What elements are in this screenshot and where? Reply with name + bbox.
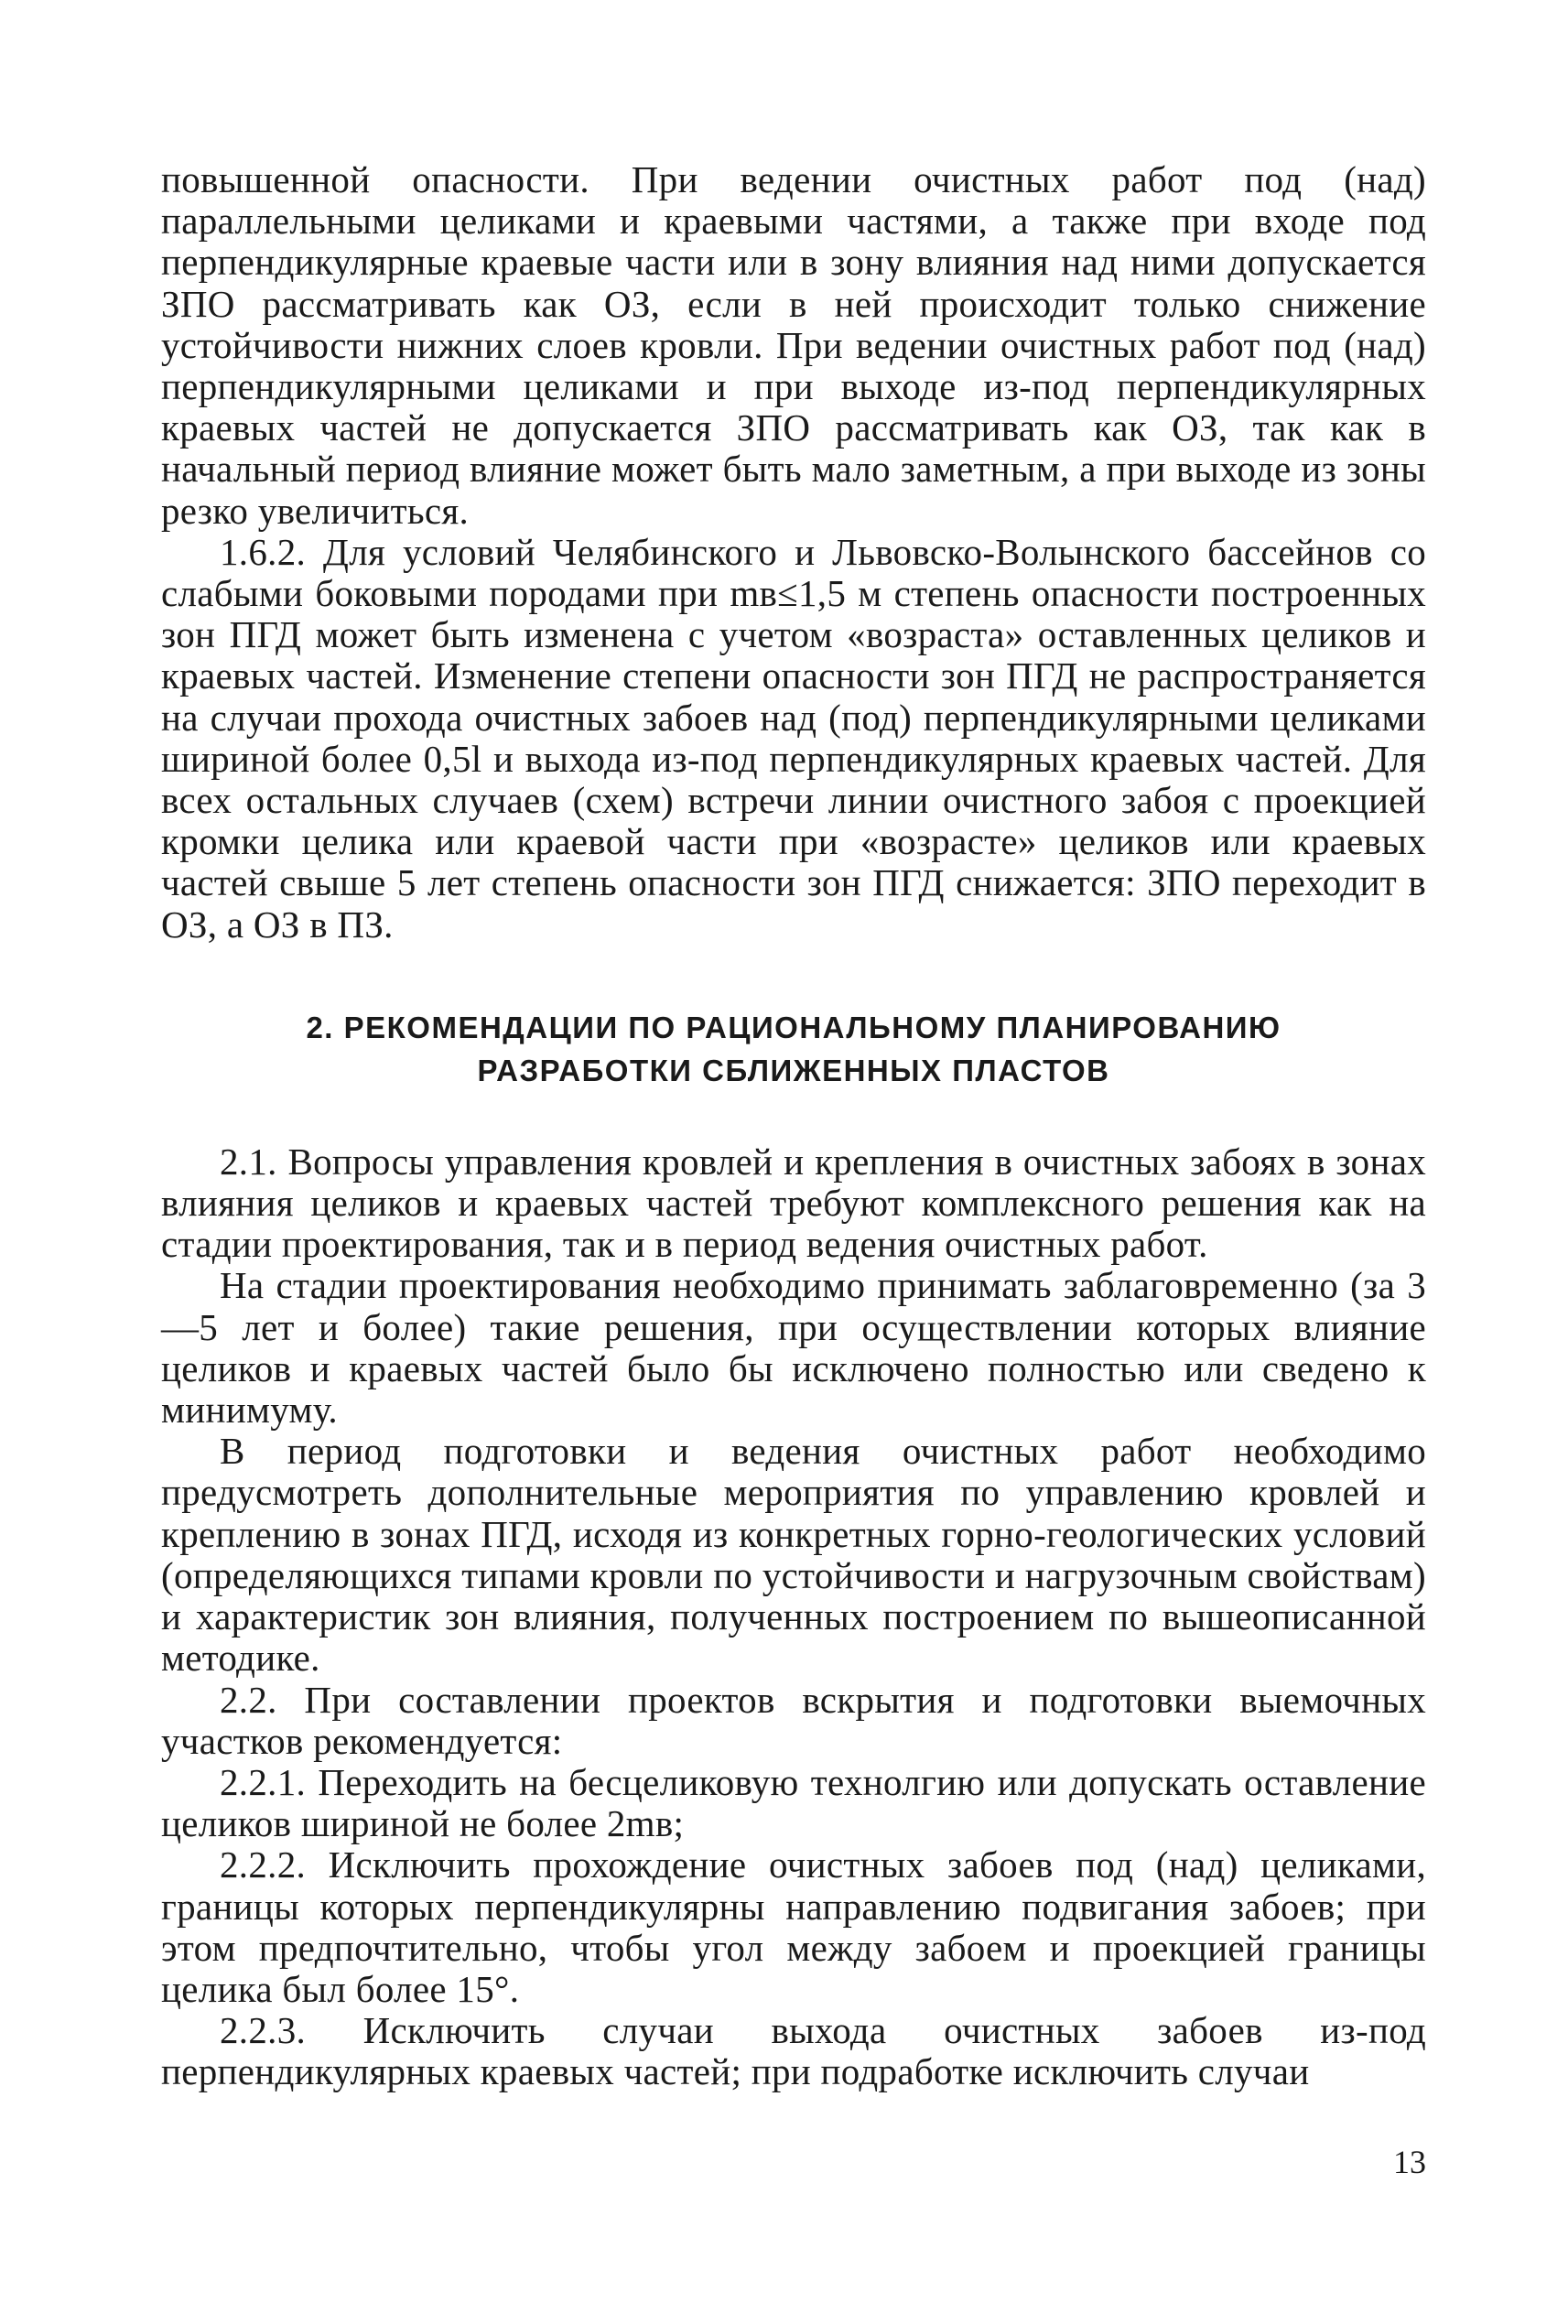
paragraph: 2.2. При составлении проектов вскрытия и подготовки выемочных участков рекомендуется: (161, 1678, 1426, 1762)
body-text (161, 159, 1426, 2093)
paragraph: 1.6.2. Для условий Челябинского и Львовско-Волынского бассейнов со слабыми боковыми породами при mв≤1,5 м степень опасности построенных зон ПГД может быть изменена с учетом «возраста» оставленных целиков и краевых частей. Изменение степени опасности зон ПГД не распространяется на случаи прохода очистных забоев над (под) перпендикулярными целиками шириной более 0,5l и выхода из-под перпендикулярных краевых частей. Для всех остальных случаев (схем) встречи линии очистного забоя с проекцией кромки целика или краевой части при «возрасте» целиков или краевых частей свыше 5 лет степень опасности зон ПГД снижается: ЗПО переходит в ОЗ, а ОЗ в ПЗ. (161, 530, 1426, 946)
paragraph: повышенной опасности. При ведении очистных работ под (над) параллельными целиками и краевыми частями, а также при входе под перпендикулярные краевые части или в зону влияния над ними допускается ЗПО рассматривать как ОЗ, если в ней происходит только снижение устойчивости нижних слоев кровли. При ведении очистных работ под (над) перпендикулярными целиками и при выходе из-под перпендикулярных краевых частей не допускается ЗПО рассматривать как ОЗ, так как в начальный период влияние может быть мало заметным, а при выходе из зоны резко увеличиться. (161, 158, 1426, 532)
paragraph: 2.2.3. Исключить случаи выхода очистных забоев из-под перпендикулярных краевых частей; при подработке исключить случаи (161, 2009, 1426, 2093)
paragraph: 2.2.1. Переходить на бесцеликовую технолгию или допускать оставление целиков шириной не более 2mв; (161, 1760, 1426, 1845)
paragraph: На стадии проектирования необходимо принимать заблаговременно (за 3—5 лет и более) такие решения, при осуществлении которых влияние целиков и краевых частей было бы исключено полностью или сведено к минимуму. (161, 1264, 1426, 1432)
paragraph: В период подготовки и ведения очистных работ необходимо предусмотреть дополнительные мероприятия по управлению кровлей и креплению в зонах ПГД, исходя из конкретных горно-геологических условий (определяющихся типами кровли по устойчивости и нагрузочным свойствам) и характеристик зон влияния, полученных построением по вышеописанной методике. (161, 1430, 1426, 1680)
section-heading-line: РАЗРАБОТКИ СБЛИЖЕННЫХ ПЛАСТОВ (477, 1053, 1110, 1087)
page-number: 13 (1393, 2144, 1426, 2180)
section-heading-line: 2. РЕКОМЕНДАЦИИ ПО РАЦИОНАЛЬНОМУ ПЛАНИРОВАНИЮ (306, 1010, 1281, 1044)
paragraph: 2.1. Вопросы управления кровлей и крепления в очистных забоях в зонах влияния целиков и краевых частей требуют комплексного решения как на стадии проектирования, так и в период ведения очистных работ. (161, 1140, 1426, 1266)
paragraph: 2.2.2. Исключить прохождение очистных забоев под (над) целиками, границы которых перпендикулярны направлению подвигания забоев; при этом предпочтительно, чтобы угол между забоем и проекцией границы целика был более 15°. (161, 1843, 1426, 2010)
section-heading (161, 1006, 1426, 1092)
